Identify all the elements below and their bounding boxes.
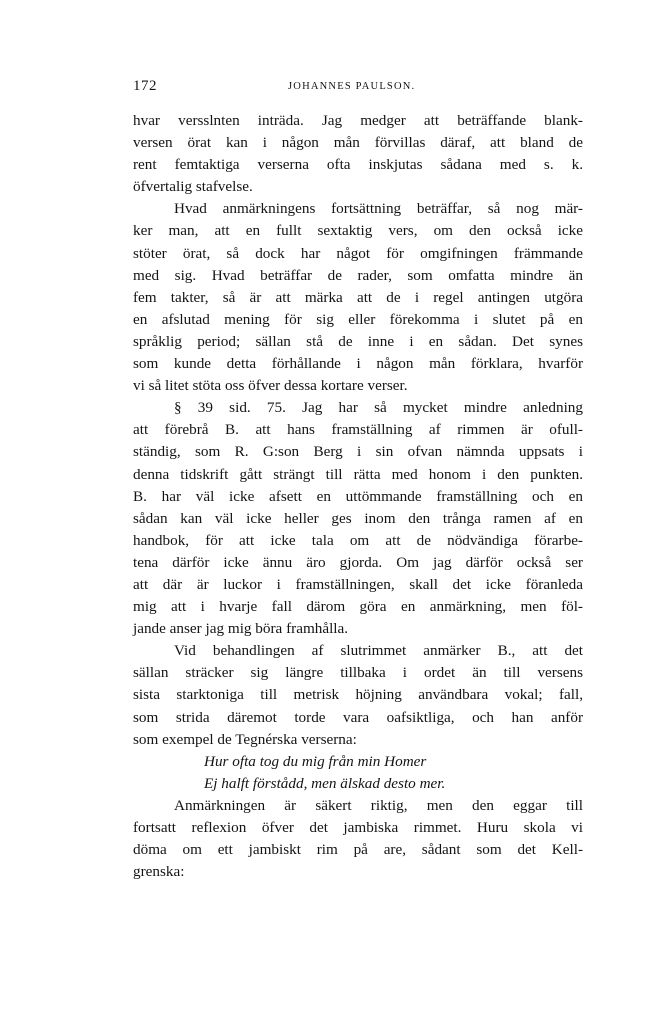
text-line: vi så litet stöta oss öfver dessa kortare verser. — [133, 377, 408, 395]
body-text — [133, 110, 583, 883]
text-line: jande anser jag mig böra framhålla. — [133, 620, 349, 638]
page-header — [133, 78, 583, 98]
text-line: sådan kan väl icke heller ges inom den trånga ramen af en — [133, 509, 583, 527]
text-line: som exempel de Tegnérska verserna: — [133, 730, 357, 748]
text-line: en afslutad mening för sig eller förekomma i slutet på en — [133, 310, 583, 328]
page-number: 172 — [133, 78, 157, 94]
text-line: fortsatt reflexion öfver det jambiska rimmet. Huru skola vi — [133, 819, 583, 836]
quoted-verse-line: Hur ofta tog du mig från min Homer — [204, 752, 427, 770]
text-line: Vid behandlingen af slutrimmet anmärker B., att det — [174, 642, 583, 660]
text-line: § 39 sid. 75. Jag har så mycket mindre anledning — [174, 399, 583, 417]
text-line: denna tidskrift gått strängt till rätta med honom i den punkten. — [133, 465, 583, 483]
text-line: ständig, som R. G:son Berg i sin ofvan nämnda uppsats i — [133, 443, 583, 461]
text-line: döma om ett jambiskt rim på are, sådant som det Kell- — [133, 841, 583, 859]
text-line: handbok, för att icke tala om att de nödvändiga förarbe- — [133, 531, 583, 549]
running-head: JOHANNES PAULSON. — [288, 81, 416, 92]
text-line: tena därför icke ännu äro gjorda. Om jag därför också ser — [133, 553, 583, 571]
text-line: rent femtaktiga verserna ofta inskjutas sådana med s. k. — [133, 156, 583, 174]
text-line: Anmärkningen är säkert riktig, men den eggar till — [174, 796, 583, 814]
text-line: B. har väl icke afsett en uttömmande framställning och en — [133, 487, 583, 505]
text-line: ker man, att en fullt sextaktig vers, om den också icke — [133, 222, 583, 240]
text-line: öfvertalig stafvelse. — [133, 178, 253, 196]
text-line: fem takter, så är att märka att de i regel antingen utgöra — [133, 288, 583, 306]
text-line: sällan sträcker sig längre tillbaka i ordet än till versens — [133, 664, 583, 682]
text-line: mig att i hvarje fall därom göra en anmärkning, men föl- — [133, 598, 583, 616]
text-line: med sig. Hvad beträffar de rader, som omfatta mindre än — [133, 266, 583, 284]
text-line: att där är luckor i framställningen, skall det icke föranleda — [133, 575, 583, 593]
text-line: sista starktoniga till metrisk höjning användbara vokal; fall, — [133, 686, 583, 704]
text-line: att förebrå B. att hans framställning af rimmen är ofull- — [133, 421, 583, 439]
quoted-verse-line: Ej halft förstådd, men älskad desto mer. — [204, 774, 446, 792]
text-line: som strida däremot torde vara oafsiktliga, och han anför — [133, 708, 583, 726]
text-line: versen örat kan i någon mån förvillas däraf, att bland de — [133, 134, 583, 152]
text-line: grenska: — [133, 863, 185, 881]
text-line: Hvad anmärkningens fortsättning beträffar, så nog mär- — [174, 200, 583, 218]
text-line: hvar versslnten inträda. Jag medger att beträffande blank- — [133, 112, 583, 129]
text-line: språklig period; sällan stå de inne i en sådan. Det synes — [133, 332, 583, 350]
text-line: stöter örat, så dock har något för omgifningen främmande — [133, 244, 583, 262]
text-line: som kunde detta förhållande i någon mån förklara, hvarför — [133, 355, 583, 373]
